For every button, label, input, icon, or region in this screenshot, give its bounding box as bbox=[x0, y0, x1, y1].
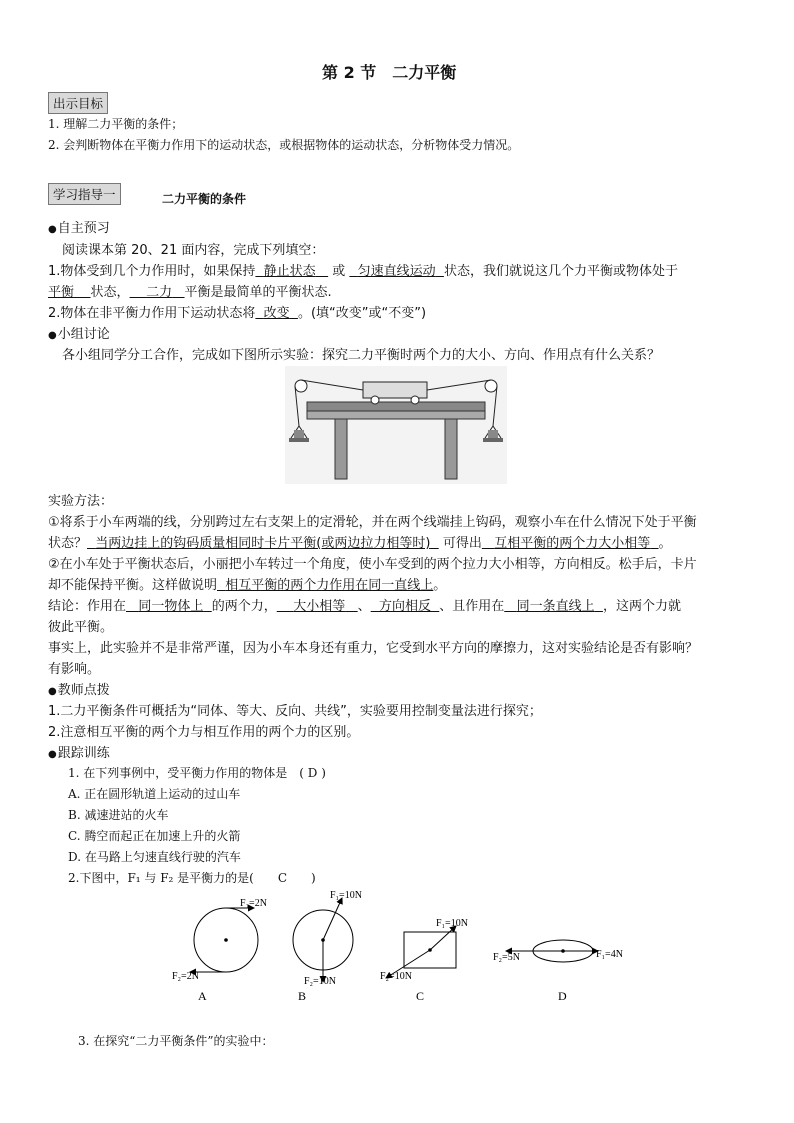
figure-c bbox=[380, 918, 468, 1003]
answer-balance: 平衡 bbox=[48, 285, 75, 300]
method-step1-line2: 状态？ 当两边挂上的钩码质量相同时卡片平衡(或两边拉力相等时) 可得出 互相平衡的两个力大小相等 。 bbox=[48, 536, 672, 551]
experiment-figure bbox=[285, 366, 507, 484]
preview-q1-line2: 平衡 状态， 二力 平衡是最简单的平衡状态. bbox=[48, 285, 332, 300]
answer-equal-size: 互相平衡的两个力大小相等 bbox=[494, 536, 651, 551]
figure-d-f1: F₁=4N bbox=[596, 949, 623, 960]
figure-a bbox=[172, 898, 267, 1003]
discussion-heading: ● 小组讨论 bbox=[48, 323, 110, 342]
answer-two-force: 二力 bbox=[146, 285, 173, 300]
answer-uniform: 匀速直线运动 bbox=[357, 264, 436, 279]
figure-c-label: C bbox=[416, 989, 425, 1003]
goal-2: 2. 会判断物体在平衡力作用下的运动状态，或根据物体的运动状态，分析物体受力情况。 bbox=[48, 138, 520, 152]
answer-same-straight-line: 同一条直线上 bbox=[516, 599, 595, 614]
answer-same-body: 同一物体上 bbox=[138, 599, 204, 614]
method-step1-line1: ①将系于小车两端的线，分别跨过左右支架上的定滑轮，并在两个线端挂上钩码，观察小车在什么情况下处于平衡 bbox=[48, 515, 697, 530]
practice-heading: ● 跟踪训练 bbox=[48, 742, 110, 761]
answer-opposite: 方向相反 bbox=[378, 599, 431, 614]
preview-intro: 阅读课本第 20、21 面内容，完成下列填空： bbox=[62, 243, 325, 258]
figure-c-f1: F₁=10N bbox=[436, 918, 468, 929]
figure-c-f2: F₂=10N bbox=[380, 971, 412, 982]
guide1-heading: 二力平衡的条件 bbox=[162, 192, 247, 206]
figure-b-f1: F₁=10N bbox=[330, 890, 362, 901]
method-step2-line2: 却不能保持平衡。这样做说明 相互平衡的两个力作用在同一直线上。 bbox=[48, 578, 447, 593]
fact-answer: 有影响。 bbox=[48, 662, 101, 677]
practice-q1-option-a: A. 正在圆形轨道上运动的过山车 bbox=[68, 787, 241, 801]
answer-equal-mass: 当两边挂上的钩码质量相同时卡片平衡(或两边拉力相等时) bbox=[95, 536, 431, 551]
practice-q1-option-d: D. 在马路上匀速直线行驶的汽车 bbox=[68, 850, 241, 864]
preview-q2: 2.物体在非平衡力作用下运动状态将 改变 。(填“改变”或“不变”) bbox=[48, 306, 427, 321]
preview-q1-line1: 1.物体受到几个力作用时，如果保持 静止状态 或 匀速直线运动 状态，我们就说这几个力平衡或物体处于 bbox=[48, 264, 678, 279]
figure-a-label: A bbox=[198, 989, 207, 1003]
goals-tag: 出示目标 bbox=[48, 92, 108, 114]
figure-a-f1: F₁=2N bbox=[240, 898, 267, 909]
answer-same-line: 相互平衡的两个力作用在同一直线上 bbox=[225, 578, 434, 593]
figure-d-f2: F₂=5N bbox=[493, 952, 520, 963]
answer-static: 静止状态 bbox=[263, 264, 316, 279]
goal-1: 1. 理解二力平衡的条件； bbox=[48, 117, 184, 131]
figure-d-label: D bbox=[558, 989, 567, 1003]
practice-q1-option-b: B. 减速进站的火车 bbox=[68, 808, 169, 822]
force-figures bbox=[160, 884, 640, 1004]
page-title: 第 2 节 二力平衡 bbox=[322, 63, 457, 82]
conclusion-line1: 结论：作用在 同一物体上 的两个力， 大小相等 、 方向相反 、且作用在 同一条直线上 ，这两个力就 bbox=[48, 599, 681, 614]
practice-q1: 1. 在下列事例中，受平衡力作用的物体是 ( D ) bbox=[68, 766, 326, 780]
answer-change: 改变 bbox=[263, 306, 290, 321]
figure-b-f2: F₂=10N bbox=[304, 976, 336, 987]
answer-equal-mag: 大小相等 bbox=[293, 599, 346, 614]
practice-q2: 2.下图中，F₁ 与 F₂ 是平衡力的是( C ) bbox=[68, 871, 316, 885]
teacher-point-2: 2.注意相互平衡的两个力与相互作用的两个力的区别。 bbox=[48, 725, 360, 740]
practice-q1-option-c: C. 腾空而起正在加速上升的火箭 bbox=[68, 829, 241, 843]
fact-question: 事实上，此实验并不是非常严谨，因为小车本身还有重力，它受到水平方向的摩擦力，这对实验结论是否有影响？ bbox=[48, 641, 699, 656]
practice-q3: 3. 在探究“二力平衡条件”的实验中： bbox=[78, 1034, 274, 1048]
teacher-heading: ● 教师点拨 bbox=[48, 679, 110, 698]
method-step2-line1: ②在小车处于平衡状态后，小丽把小车转过一个角度，使小车受到的两个拉力大小相等，方向相反。松手后，卡片 bbox=[48, 557, 697, 572]
figure-d bbox=[493, 940, 623, 1003]
teacher-point-1: 1.二力平衡条件可概括为“同体、等大、反向、共线”，实验要用控制变量法进行探究； bbox=[48, 704, 542, 719]
guide1-tag: 学习指导一 bbox=[48, 183, 121, 205]
figure-a-f2: F₂=2N bbox=[172, 971, 199, 982]
discussion-intro: 各小组同学分工合作，完成如下图所示实验：探究二力平衡时两个力的大小、方向、作用点有什么关系？ bbox=[62, 348, 661, 363]
figure-b bbox=[293, 890, 362, 1003]
conclusion-line2: 彼此平衡。 bbox=[48, 620, 114, 635]
method-heading: 实验方法： bbox=[48, 494, 114, 509]
preview-heading: ● 自主预习 bbox=[48, 217, 110, 236]
figure-b-label: B bbox=[298, 989, 307, 1003]
